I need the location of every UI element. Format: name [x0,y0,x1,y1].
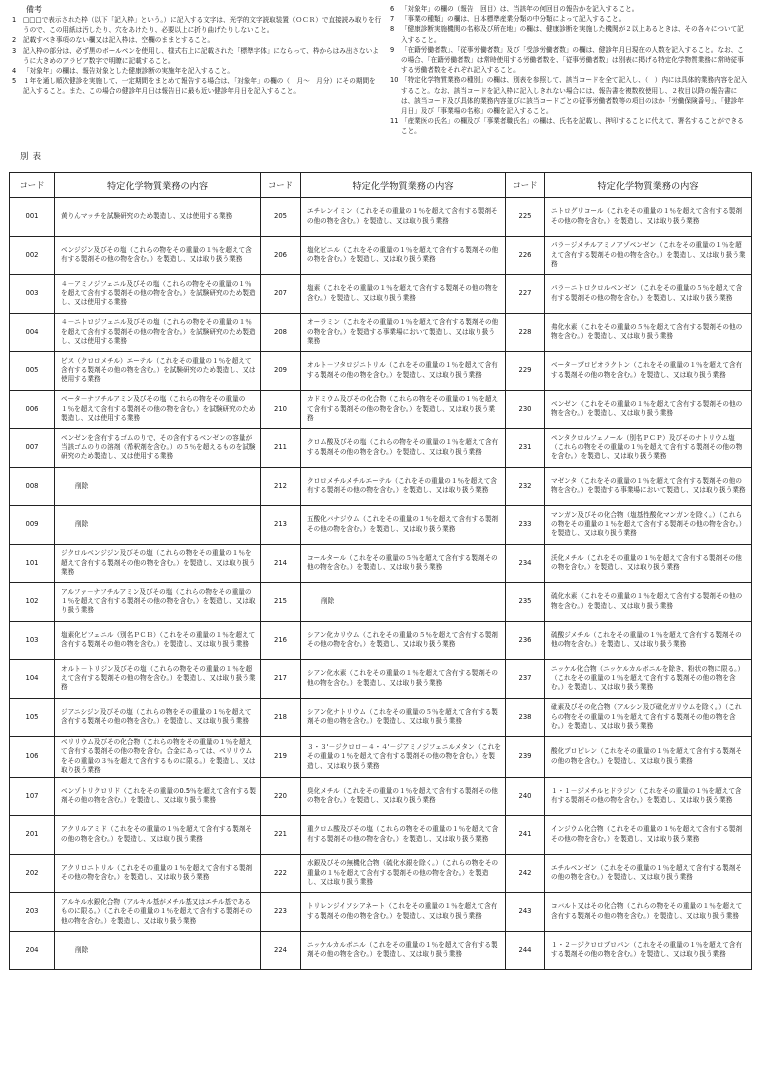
table-row [10,893,752,932]
note-text: 「対象年」の欄は、報告対象とした健康診断の実施年を記入すること。 [23,67,234,76]
note-number: 5 [12,77,17,86]
code-cell: 106 [10,737,55,778]
code-cell: 004 [10,313,55,352]
content-cell: コールタール（これをその重量の５％を超えて含有する製剤その他の物を含む。）を製造し、又は取り扱う業務 [301,544,506,583]
code-cell: 009 [10,506,55,545]
code-cell: 208 [261,313,301,352]
table-row [10,777,752,816]
code-cell: 206 [261,236,301,275]
code-cell: 102 [10,583,55,622]
note-text: 「事業の種類」の欄は、日本標準産業分類の中分類によって記入すること。 [401,15,626,24]
code-cell: 218 [261,698,301,737]
code-cell: 001 [10,198,55,237]
note-number: 8 [390,25,395,34]
notes-left-column [12,4,382,97]
content-cell: ベンジジン及びその塩（これらの物をその重量の１％を超えて含有する製剤その他の物を含む。）を製造し、又は取り扱う業務 [55,236,261,275]
content-cell: 五酸化バナジウム（これをその重量の１％を超えて含有する製剤その他の物を含む。）を製造し、又は取り扱う業務 [301,506,506,545]
content-cell: クロロメチルメチルエーテル（これをその重量の１％を超えて含有する製剤その他の物を含む。）を製造し、又は取り扱う業務 [301,467,506,506]
content-cell: ニッケルカルボニル（これをその重量の１％を超えて含有する製剤その他の物を含む。）を製造し、又は取り扱う業務 [301,931,506,970]
code-cell: 104 [10,660,55,699]
content-cell: クロム酸及びその塩（これらの物をその重量の１％を超えて含有する製剤その他の物を含む。）を製造し、又は取り扱う業務 [301,429,506,468]
code-cell: 228 [506,313,545,352]
content-cell: ベータ－ナフチルアミン及びその塩（これらの物をその重量の１％を超えて含有する製剤その他の物を含む。）を試験研究のため製造し、又は使用する業務 [55,390,261,429]
note-number: 2 [12,36,17,45]
content-cell: インジウム化合物（これをその重量の１％を超えて含有する製剤その他の物を含む。）を製造し、又は取り扱う業務 [545,816,752,855]
content-cell: シアン化カリウム（これをその重量の５％を超えて含有する製剤その他の物を含む。）を製造し、又は取り扱う業務 [301,621,506,660]
note-text: 記入枠の部分は、必ず黒のボールペンを使用し、様式右上に記載された「標準字体」にならって、枠からはみ出さないように大きめのアラビア数字で明瞭に記載すること。 [23,46,379,65]
content-cell: シアン化水素（これをその重量の１％を超えて含有する製剤その他の物を含む。）を製造し、又は取り扱う業務 [301,660,506,699]
code-cell: 101 [10,544,55,583]
note-item [390,24,750,44]
table-row [10,698,752,737]
code-cell: 103 [10,621,55,660]
table-row [10,816,752,855]
code-cell: 220 [261,777,301,816]
code-cell: 236 [506,621,545,660]
code-cell: 235 [506,583,545,622]
code-header: コード [506,173,545,198]
note-item [390,75,750,116]
notes-title: 備考 [26,5,42,14]
content-cell: ４－ニトロジフェニル及びその塩（これらの物をその重量の１％を超えて含有する製剤その他の物を含む。）を試験研究のため製造し、又は使用する業務 [55,313,261,352]
content-cell: ジクロルベンジジン及びその塩（これらの物をその重量の１％を超えて含有する製剤その他の物を含む。）を製造し、又は取り扱う業務 [55,544,261,583]
code-cell: 008 [10,467,55,506]
table-row [10,198,752,237]
note-text: 「在籍労働者数」、「従事労働者数」及び「受診労働者数」の欄は、健診年月日現在の人数を記入すること。なお、この場合、「在籍労働者数」は常時使用する労働者数を、「従事労働者数」は別表に掲げる特定化学物質業務に常時従事する労働者数をそれぞれ記入すること。 [401,45,744,75]
code-cell: 214 [261,544,301,583]
content-cell: トリレンジイソシアネート（これをその重量の１％を超えて含有する製剤その他の物を含む。）を製造し、又は取り扱う業務 [301,893,506,932]
code-header: コード [261,173,301,198]
content-cell: エチレンイミン（これをその重量の１％を超えて含有する製剤その他の物を含む。）を製造し、又は取り扱う業務 [301,198,506,237]
content-cell: 塩素化ビフェニル（別名ＰＣＢ）（これをその重量の１％を超えて含有する製剤その他の物を含む。）を製造し、又は取り扱う業務 [55,621,261,660]
code-cell: 241 [506,816,545,855]
code-cell: 007 [10,429,55,468]
note-item [12,66,382,76]
content-cell: 水銀及びその無機化合物（硫化水銀を除く。）（これらの物をその重量の１％を超えて含有する製剤その他の物を含む。）を製造し、又は取り扱う業務 [301,854,506,893]
code-cell: 233 [506,506,545,545]
note-item [12,76,382,96]
code-cell: 202 [10,854,55,893]
code-cell: 212 [261,467,301,506]
code-cell: 239 [506,737,545,778]
table-row [10,621,752,660]
note-number: 4 [12,67,17,76]
table-row [10,390,752,429]
note-item [12,46,382,66]
table-row [10,583,752,622]
note-text: □□□で表示された枠（以下「記入枠」という。）に記入する文字は、光学的文字読取装置（ＯＣＲ）で直接読み取りを行うので、この用紙は汚したり、穴をあけたり、必要以上に折り曲げたりしないこと。 [23,16,382,35]
code-cell: 234 [506,544,545,583]
note-item [390,116,750,136]
code-cell: 226 [506,236,545,275]
note-number: 11 [390,117,399,126]
content-cell: アルファ－ナフチルアミン及びその塩（これらの物をその重量の１％を超えて含有する製剤その他の物を含む。）を製造し、又は取り扱う業務 [55,583,261,622]
content-cell: 臭化メチル（これをその重量の１％を超えて含有する製剤その他の物を含む。）を製造し、又は取り扱う業務 [301,777,506,816]
code-cell: 217 [261,660,301,699]
code-cell: 213 [261,506,301,545]
content-cell: ベンゼンを含有するゴムのりで、その含有するベンゼンの容量が当該ゴムのりの溶剤（希釈剤を含む。）の５％を超えるものを試験研究のため製造し、又は使用する業務 [55,429,261,468]
content-cell: 酸化プロピレン（これをその重量の１％を超えて含有する製剤その他の物を含む。）を製造し、又は取り扱う業務 [545,737,752,778]
code-cell: 219 [261,737,301,778]
content-cell: パラ－ニトロクロルベンゼン（これをその重量の５％を超えて含有する製剤その他の物を含む。）を製造し、又は取り扱う業務 [545,275,752,314]
note-item [390,45,750,76]
content-cell: カドミウム及びその化合物（これらの物をその重量の１％を超えて含有する製剤その他の物を含む。）を製造し、又は取り扱う業務 [301,390,506,429]
code-header: コード [10,173,55,198]
content-cell: 弗化水素（これをその重量の５％を超えて含有する製剤その他の物を含む。）を製造し、又は取り扱う業務 [545,313,752,352]
note-number: 10 [390,76,399,85]
code-cell: 107 [10,777,55,816]
content-cell: オーラミン（これをその重量の１％を超えて含有する製剤その他の物を含む。）を製造する事業場において製造し、又は取り扱う業務 [301,313,506,352]
code-cell: 243 [506,893,545,932]
table-row [10,313,752,352]
content-cell: １・２－ジクロロプロパン（これをその重量の１％を超えて含有する製剤その他の物を含む。）を製造し、又は取り扱う業務 [545,931,752,970]
content-cell: ベリリウム及びその化合物（これらの物をその重量の１％を超えて含有する製剤その他の物を含む。合金にあっては、ベリリウムをその重量の３％を超えて含有するものに限る。）を製造し、又は取り扱う業務 [55,737,261,778]
note-item [390,4,750,14]
code-cell: 204 [10,931,55,970]
note-number: 9 [390,45,395,54]
code-cell: 002 [10,236,55,275]
table-header-row [10,173,752,198]
code-cell: 242 [506,854,545,893]
content-cell: 塩化ビニル（これをその重量の１％を超えて含有する製剤その他の物を含む。）を製造し、又は取り扱う業務 [301,236,506,275]
code-cell: 207 [261,275,301,314]
annex-label: 別表 [20,152,46,162]
content-cell: ニトログリコール（これをその重量の１％を超えて含有する製剤その他の物を含む。）を製造し、又は取り扱う業務 [545,198,752,237]
content-cell: 沃化メチル（これをその重量の１％を超えて含有する製剤その他の物を含む。）を製造し、又は取り扱う業務 [545,544,752,583]
code-cell: 216 [261,621,301,660]
note-number: 1 [12,16,17,24]
note-item [12,15,382,35]
content-cell: ベンゾトリクロリド（これをその重量の0.5％を超えて含有する製剤その他の物を含む。）を製造し、又は取り扱う業務 [55,777,261,816]
content-cell: ４－アミノジフェニル及びその塩（これらの物をその重量の１％を超えて含有する製剤その他の物を含む。）を試験研究のため製造し、又は使用する業務 [55,275,261,314]
note-number: 6 [390,5,395,13]
notes-right-column [390,4,750,137]
code-cell: 224 [261,931,301,970]
code-cell: 225 [506,198,545,237]
content-cell: ペンタクロルフェノール（別名ＰＣＰ）及びそのナトリウム塩（これらの物をその重量の１％を超えて含有する製剤その他の物を含む。）を製造し、又は取り扱う業務 [545,429,752,468]
table-row [10,660,752,699]
annex-table [9,172,752,970]
code-cell: 221 [261,816,301,855]
content-cell: 塩素（これをその重量の１％を超えて含有する製剤その他の物を含む。）を製造し、又は取り扱う業務 [301,275,506,314]
code-cell: 105 [10,698,55,737]
code-cell: 201 [10,816,55,855]
code-cell: 203 [10,893,55,932]
note-text: １年を通し順次健診を実施して、一定期間をまとめて報告する場合は、「対象年」の欄の（ 月〜 月分）にその期間を記入すること。また、この場合の健診年月日は報告日に最も近い健診年月日を記入すること。 [23,77,376,96]
code-cell: 222 [261,854,301,893]
table-row [10,236,752,275]
code-cell: 240 [506,777,545,816]
content-cell: 削除 [301,583,506,622]
content-cell: コバルト又はその化合物（これらの物をその重量の１％を超えて含有する製剤その他の物を含む。）を製造し、又は取り扱う業務 [545,893,752,932]
note-text: 「健康診断実施機関の名称及び所在地」の欄は、健康診断を実施した機関が２以上あるときは、その各々について記入すること。 [401,25,744,44]
table-row [10,737,752,778]
note-number: 3 [12,46,17,55]
content-cell: ベータ－プロピオラクトン（これをその重量の１％を超えて含有する製剤その他の物を含む。）を製造し、又は取り扱う業務 [545,352,752,391]
code-cell: 223 [261,893,301,932]
content-cell: 硫化水素（これをその重量の１％を超えて含有する製剤その他の物を含む。）を製造し、又は取り扱う業務 [545,583,752,622]
note-item [390,14,750,24]
note-text: 「対象年」の欄の（報告 回目）は、当該年の何回目の報告かを記入すること。 [401,5,639,13]
table-row [10,429,752,468]
code-cell: 003 [10,275,55,314]
table-row [10,275,752,314]
code-cell: 230 [506,390,545,429]
content-header: 特定化学物質業務の内容 [545,173,752,198]
content-cell: 削除 [55,467,261,506]
content-cell: 削除 [55,931,261,970]
content-cell: 重クロム酸及びその塩（これらの物をその重量の１％を超えて含有する製剤その他の物を含む。）を製造し、又は取り扱う業務 [301,816,506,855]
content-header: 特定化学物質業務の内容 [55,173,261,198]
content-cell: オルト－フタロジニトリル（これをその重量の１％を超えて含有する製剤その他の物を含む。）を製造し、又は取り扱う業務 [301,352,506,391]
code-cell: 229 [506,352,545,391]
code-cell: 231 [506,429,545,468]
content-cell: １・１－ジメチルヒドラジン（これをその重量の１％を超えて含有する製剤その他の物を含む。）を製造し、又は取り扱う業務 [545,777,752,816]
table-row [10,467,752,506]
content-cell: アルキル水銀化合物（アルキル基がメチル基又はエチル基であるものに限る。）（これをその重量の１％を超えて含有する製剤その他の物を含む。）を製造し、又は取り扱う業務 [55,893,261,932]
content-cell: エチルベンゼン（これをその重量の１％を超えて含有する製剤その他の物を含む。）を製造し、又は取り扱う業務 [545,854,752,893]
code-cell: 211 [261,429,301,468]
code-cell: 209 [261,352,301,391]
code-cell: 232 [506,467,545,506]
content-cell: ３・３'－ジクロロ－４・４'－ジアミノジフェニルメタン（これをその重量の１％を超えて含有する製剤その他の物を含む。）を製造し、又は取り扱う業務 [301,737,506,778]
content-cell: マゼンタ（これをその重量の１％を超えて含有する製剤その他の物を含む。）を製造する事業場において製造し、又は取り扱う業務 [545,467,752,506]
note-text: 「産業医の氏名」の欄及び「事業者職氏名」の欄は、氏名を記載し、押印することに代えて、署名することができること。 [401,117,744,136]
table-row [10,544,752,583]
code-cell: 205 [261,198,301,237]
code-cell: 237 [506,660,545,699]
code-cell: 005 [10,352,55,391]
content-cell: アクリルアミド（これをその重量の１％を超えて含有する製剤その他の物を含む。）を製造し、又は取り扱う業務 [55,816,261,855]
code-cell: 210 [261,390,301,429]
content-cell: シアン化ナトリウム（これをその重量の５％を超えて含有する製剤その他の物を含む。）を製造し、又は取り扱う業務 [301,698,506,737]
notes-section [0,0,758,158]
table-row [10,506,752,545]
table-row [10,931,752,970]
note-text: 「特定化学物質業務の種別」の欄は、別表を参照して、該当コードを全て記入し、（ ）内には具体的業務内容を記入すること。なお、該当コードを記入枠に記入しきれない場合には、報告書を複数枚使用し、２枚目以降の報告書には、該当コード及び具体的業務内容並びに該当コードごとの従事労働者数等の項目のほか「労働保険番号」、「健診年月日」及び「事業場の名称」の欄を記入すること。 [401,76,748,116]
note-item [12,35,382,45]
content-cell: 黄りんマッチを試験研究のため製造し、又は使用する業務 [55,198,261,237]
content-cell: ジアニシジン及びその塩（これらの物をその重量の１％を超えて含有する製剤その他の物を含む。）を製造し、又は取り扱う業務 [55,698,261,737]
content-cell: ベンゼン（これをその重量の１％を超えて含有する製剤その他の物を含む。）を製造し、又は取り扱う業務 [545,390,752,429]
content-cell: オルト－トリジン及びその塩（これらの物をその重量の１％を超えて含有する製剤その他の物を含む。）を製造し、又は取り扱う業務 [55,660,261,699]
table-row [10,352,752,391]
code-cell: 215 [261,583,301,622]
content-header: 特定化学物質業務の内容 [301,173,506,198]
code-cell: 006 [10,390,55,429]
code-cell: 227 [506,275,545,314]
content-cell: 硫酸ジメチル（これをその重量の１％を超えて含有する製剤その他の物を含む。）を製造し、又は取り扱う業務 [545,621,752,660]
content-cell: 砒素及びその化合物（アルシン及び砒化ガリウムを除く。）（これらの物をその重量の１％を超えて含有する製剤その他の物を含む。）を製造し、又は取り扱う業務 [545,698,752,737]
content-cell: 削除 [55,506,261,545]
table-row [10,854,752,893]
note-number: 7 [390,15,395,24]
note-text: 記載すべき事項のない欄又は記入枠は、空欄のままとすること。 [23,36,215,45]
content-cell: ビス（クロロメチル）エーテル（これをその重量の１％を超えて含有する製剤その他の物を含む。）を試験研究のため製造し、又は使用する業務 [55,352,261,391]
content-cell: マンガン及びその化合物（塩基性酸化マンガンを除く。）（これらの物をその重量の１％を超えて含有する製剤その他の物を含む。）を製造し、又は取り扱う業務 [545,506,752,545]
code-cell: 244 [506,931,545,970]
content-cell: パラ－ジメチルアミノアゾベンゼン（これをその重量の１％を超えて含有する製剤その他の物を含む。）を製造し、又は取り扱う業務 [545,236,752,275]
content-cell: アクリロニトリル（これをその重量の１％を超えて含有する製剤その他の物を含む。）を製造し、又は取り扱う業務 [55,854,261,893]
content-cell: ニッケル化合物（ニッケルカルボニルを除き、粉状の物に限る。）（これをその重量の１％を超えて含有する製剤その他の物を含む。）を製造し、又は取り扱う業務 [545,660,752,699]
code-cell: 238 [506,698,545,737]
